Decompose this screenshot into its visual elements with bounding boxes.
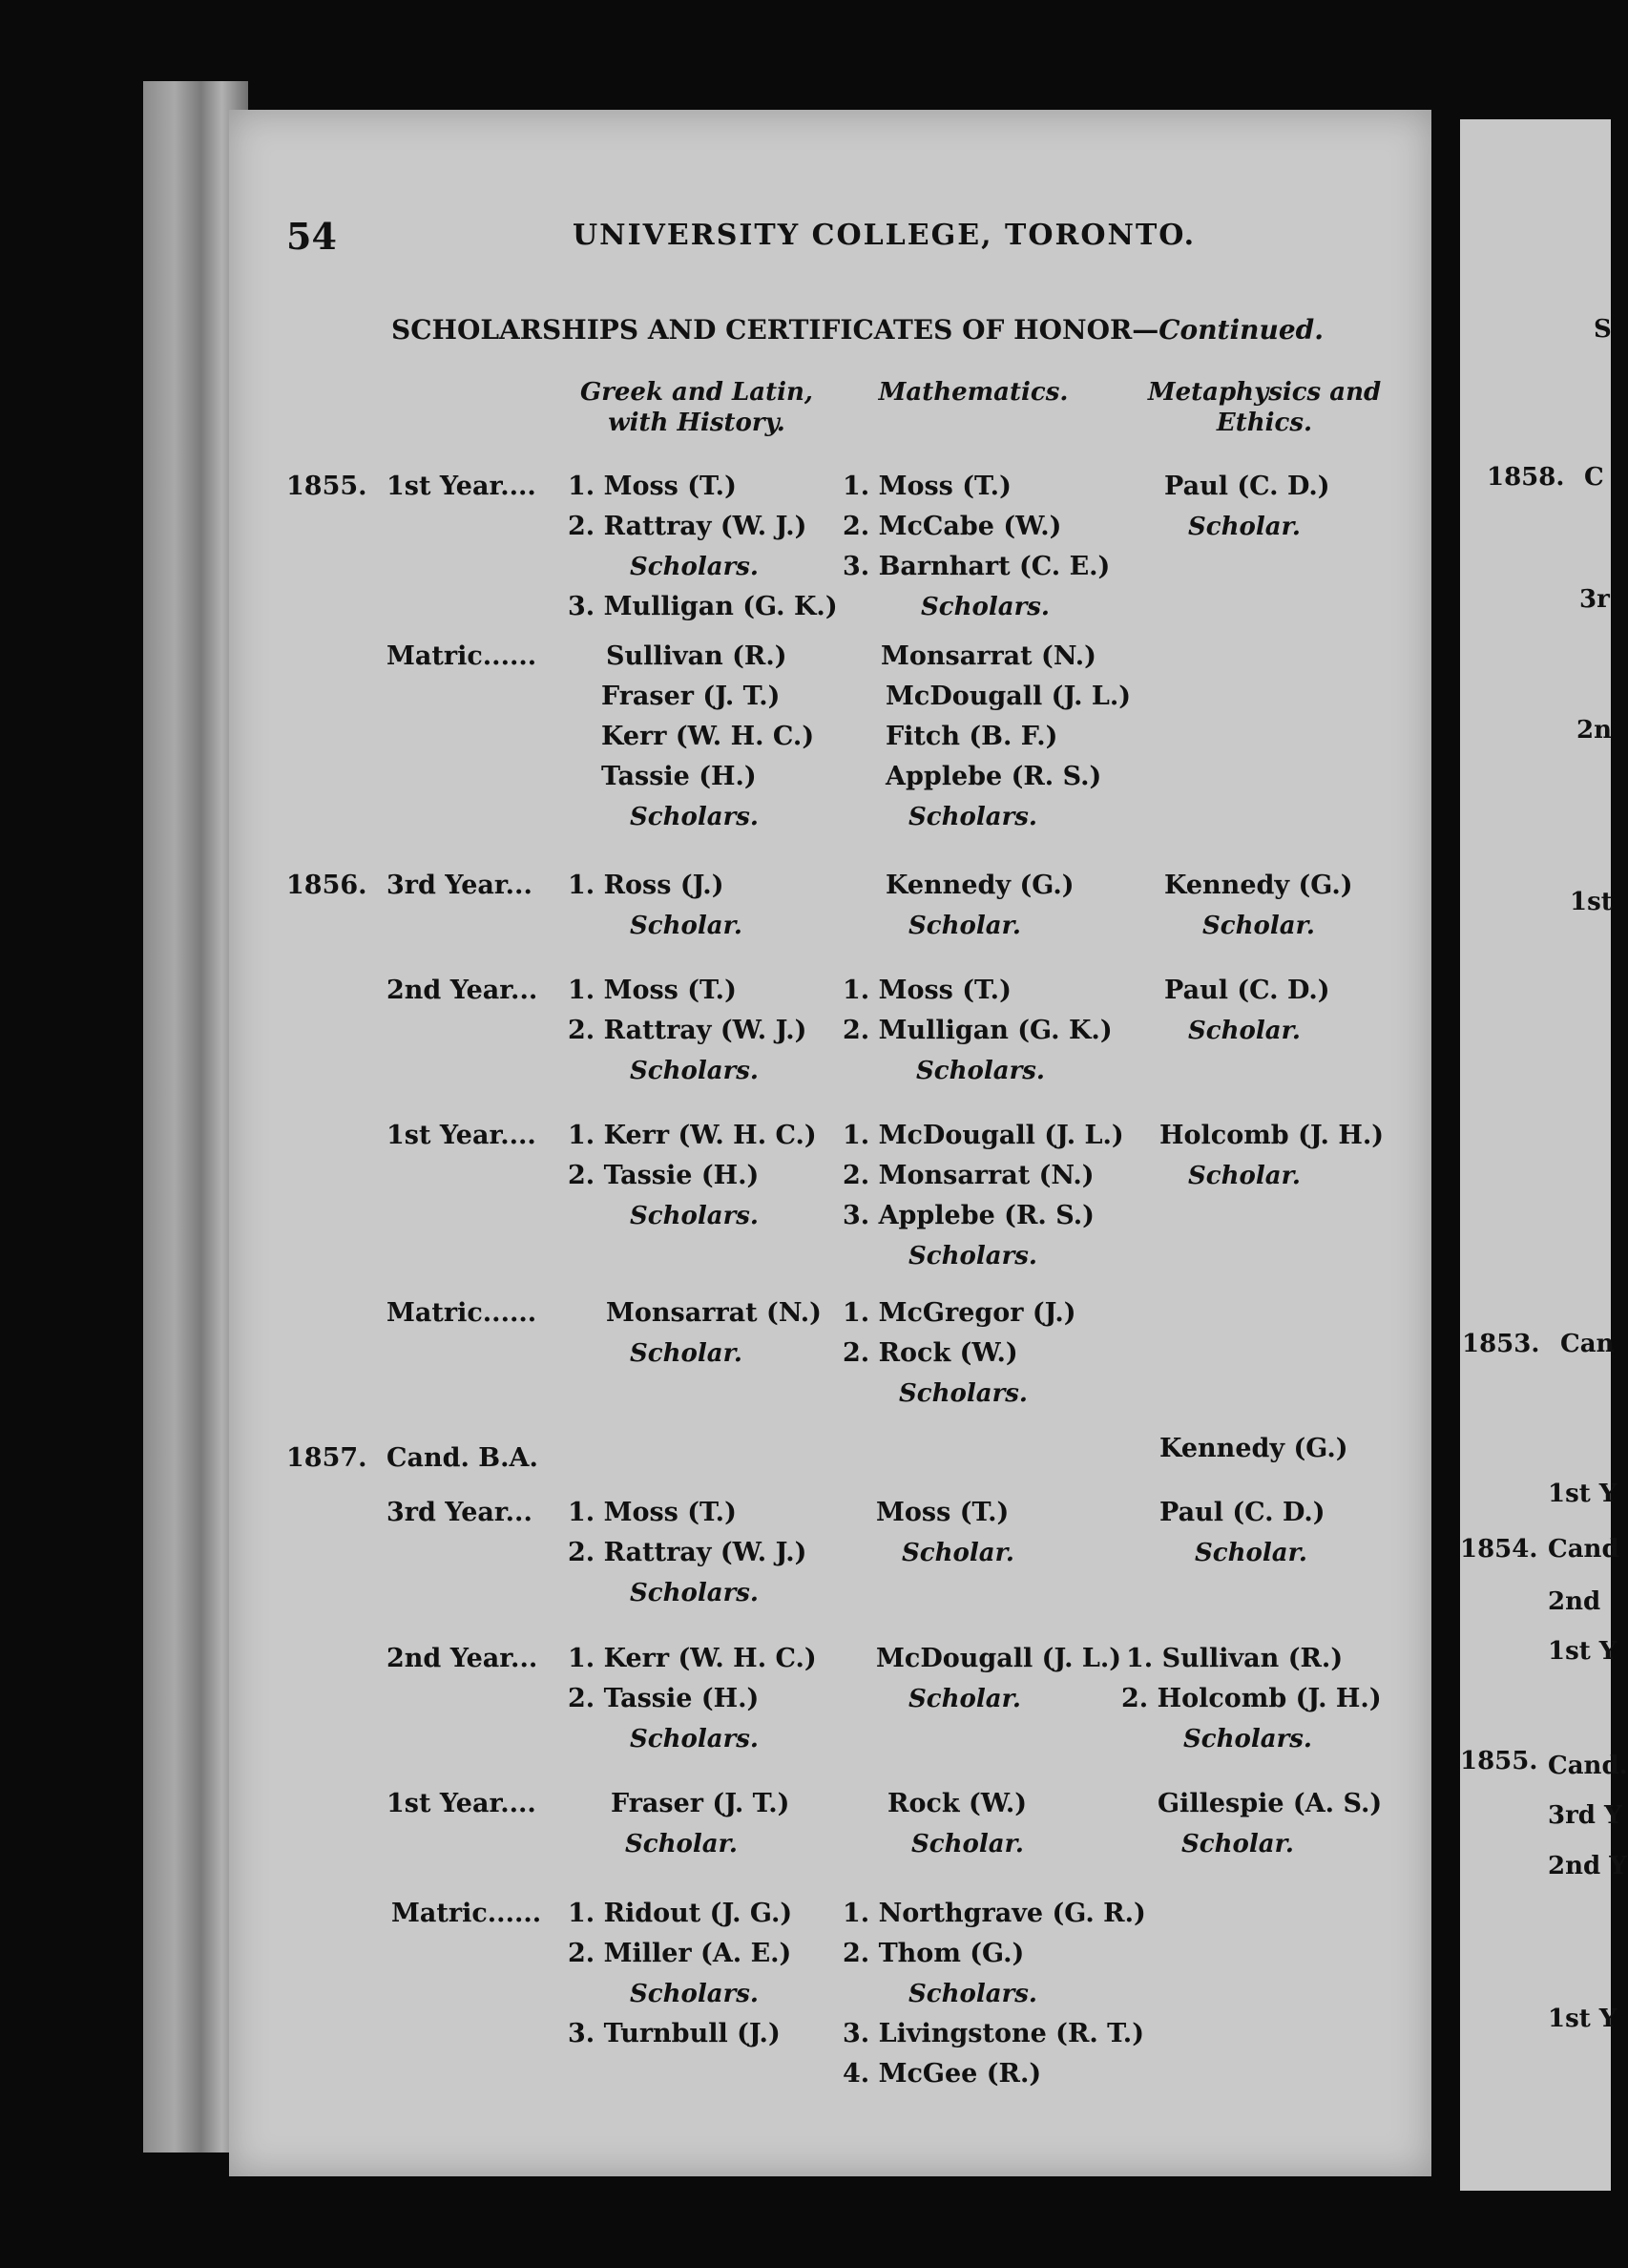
scholar-note: Scholars. [630, 803, 759, 831]
entry: 2. Tassie (H.) [568, 1684, 760, 1713]
scholar-note: Scholar. [1181, 1830, 1294, 1858]
entry: 2. McCabe (W.) [843, 512, 1062, 541]
scholar-note: Scholars. [630, 1057, 759, 1085]
row-year: 1857. [286, 1443, 367, 1473]
facing-text: S [1594, 315, 1612, 344]
column-header-classics-line2: with History. [608, 409, 785, 437]
scholar-note: Scholars. [908, 1980, 1037, 2008]
entry: 2. Tassie (H.) [568, 1161, 760, 1190]
entry: 2. Rattray (W. J.) [568, 1538, 807, 1567]
scholar-note: Scholars. [630, 553, 759, 581]
scholar-note: Scholar. [911, 1830, 1024, 1858]
scholar-note: Scholar. [908, 1685, 1021, 1713]
facing-text: 2n [1576, 716, 1612, 745]
scholar-note: Scholar. [630, 1339, 742, 1368]
column-header-mathematics: Mathematics. [878, 378, 1069, 407]
entry: 3. Turnbull (J.) [568, 2019, 781, 2048]
entry: Fraser (J. T.) [611, 1789, 790, 1818]
entry: McDougall (J. L.) [886, 682, 1132, 711]
scholar-note: Scholars. [1183, 1725, 1312, 1754]
entry: Tassie (H.) [601, 762, 757, 791]
entry: 2. Thom (G.) [843, 1939, 1025, 1968]
entry: 3. Mulligan (G. K.) [568, 592, 838, 621]
row-year: 1856. [286, 871, 367, 900]
scholar-note: Scholars. [921, 593, 1050, 621]
scholar-note: Scholar. [630, 912, 742, 940]
entry: Sullivan (R.) [606, 641, 787, 671]
entry: 2. Rattray (W. J.) [568, 1016, 807, 1045]
entry: Kennedy (G.) [1159, 1434, 1348, 1463]
entry: 1. Moss (T.) [568, 1498, 737, 1527]
entry: 3. Barnhart (C. E.) [843, 552, 1111, 581]
entry: 2. Mulligan (G. K.) [843, 1016, 1113, 1045]
entry: Kennedy (G.) [886, 871, 1075, 900]
row-label: 1st Year.... [386, 1789, 536, 1818]
entry: 1. Sullivan (R.) [1126, 1644, 1344, 1673]
section-continued: Continued. [1158, 314, 1324, 346]
entry: 1. McGregor (J.) [843, 1298, 1076, 1328]
facing-text: 1853. [1462, 1330, 1540, 1358]
facing-text: 3rd Y [1548, 1801, 1622, 1830]
facing-page-fragment [1460, 119, 1628, 2191]
scholar-note: Scholar. [1188, 1017, 1301, 1045]
entry: Rock (W.) [887, 1789, 1028, 1818]
entry: Paul (C. D.) [1164, 472, 1330, 501]
entry: 1. Kerr (W. H. C.) [568, 1121, 817, 1150]
row-label: Matric...... [386, 641, 537, 671]
facing-text: Cand [1548, 1535, 1619, 1564]
entry: Fitch (B. F.) [886, 722, 1058, 751]
entry: 3. Livingstone (R. T.) [843, 2019, 1144, 2048]
entry: 1. Kerr (W. H. C.) [568, 1644, 817, 1673]
entry: Applebe (R. S.) [886, 762, 1102, 791]
row-label: 3rd Year... [386, 1498, 532, 1527]
entry: 1. Moss (T.) [568, 976, 737, 1005]
scholar-note: Scholar. [1195, 1539, 1307, 1567]
entry: 1. Ross (J.) [568, 871, 724, 900]
entry: Holcomb (J. H.) [1159, 1121, 1385, 1150]
book-page [229, 110, 1431, 2176]
entry: 1. Ridout (J. G.) [568, 1899, 793, 1928]
scholar-note: Scholar. [902, 1539, 1014, 1567]
entry: 1. Moss (T.) [843, 472, 1012, 501]
entry: Kerr (W. H. C.) [601, 722, 815, 751]
entry: Gillespie (A. S.) [1158, 1789, 1383, 1818]
row-label: 3rd Year... [386, 871, 532, 900]
entry: 3. Applebe (R. S.) [843, 1201, 1095, 1230]
entry: 1. Moss (T.) [843, 976, 1012, 1005]
entry: Paul (C. D.) [1159, 1498, 1325, 1527]
row-label: 2nd Year... [386, 1644, 538, 1673]
entry: 1. Moss (T.) [568, 472, 737, 501]
row-label: Cand. B.A. [386, 1443, 538, 1473]
entry: 2. Monsarrat (N.) [843, 1161, 1095, 1190]
scholar-note: Scholars. [908, 1242, 1037, 1270]
facing-text: 2nd [1548, 1587, 1601, 1616]
facing-text: 3r [1579, 585, 1610, 614]
facing-text: 1st Y [1548, 1637, 1618, 1666]
entry: 1. Northgrave (G. R.) [843, 1899, 1146, 1928]
running-title: UNIVERSITY COLLEGE, TORONTO. [573, 219, 1197, 252]
facing-text: 1st Y [1548, 2005, 1618, 2033]
entry: Moss (T.) [876, 1498, 1010, 1527]
facing-text: 1858. [1487, 463, 1565, 492]
row-label: Matric...... [386, 1298, 537, 1328]
entry: Monsarrat (N.) [881, 641, 1096, 671]
scholar-note: Scholar. [1188, 1162, 1301, 1190]
entry: Fraser (J. T.) [601, 682, 781, 711]
row-label: 1st Year.... [386, 1121, 536, 1150]
column-header-classics [573, 377, 821, 438]
column-header-classics-line1: Greek and Latin, [579, 378, 813, 407]
section-title [391, 314, 1324, 346]
entry: 2. Miller (A. E.) [568, 1939, 792, 1968]
scholar-note: Scholars. [899, 1379, 1028, 1408]
facing-text: 2nd Y [1548, 1852, 1627, 1880]
entry: 1. McDougall (J. L.) [843, 1121, 1124, 1150]
entry: 2. Rattray (W. J.) [568, 512, 807, 541]
facing-text: 1855. [1460, 1747, 1538, 1775]
facing-text: 1st Y [1548, 1480, 1618, 1508]
facing-text: C [1584, 463, 1604, 492]
facing-text: 1st [1570, 888, 1613, 916]
scholar-note: Scholar. [625, 1830, 738, 1858]
facing-text: Cand. [1548, 1752, 1628, 1780]
row-label: 1st Year.... [386, 472, 536, 501]
scholar-note: Scholars. [630, 1980, 759, 2008]
scholar-note: Scholar. [1202, 912, 1315, 940]
facing-text: Can [1560, 1330, 1615, 1358]
section-title-text: SCHOLARSHIPS AND CERTIFICATES OF HONOR— [391, 314, 1159, 346]
scholar-note: Scholar. [1188, 513, 1301, 541]
entry: Kennedy (G.) [1164, 871, 1353, 900]
running-head [229, 215, 1431, 258]
column-header-metaphysics: Metaphysics and Ethics. [1147, 378, 1382, 437]
row-label: Matric...... [391, 1899, 542, 1928]
entry: 4. McGee (R.) [843, 2059, 1042, 2089]
scholar-note: Scholars. [630, 1725, 759, 1754]
entry: 2. Holcomb (J. H.) [1121, 1684, 1382, 1713]
entry: Monsarrat (N.) [606, 1298, 822, 1328]
entry: McDougall (J. L.) [876, 1644, 1122, 1673]
scholar-note: Scholar. [908, 912, 1021, 940]
scholar-note: Scholars. [916, 1057, 1045, 1085]
scholar-note: Scholars. [630, 1579, 759, 1607]
row-label: 2nd Year... [386, 976, 538, 1005]
page-number: 54 [286, 215, 337, 258]
scholar-note: Scholars. [908, 803, 1037, 831]
entry: Paul (C. D.) [1164, 976, 1330, 1005]
facing-text: 1854. [1460, 1535, 1538, 1564]
entry: 2. Rock (W.) [843, 1338, 1018, 1368]
row-year: 1855. [286, 472, 367, 501]
scholar-note: Scholars. [630, 1202, 759, 1230]
